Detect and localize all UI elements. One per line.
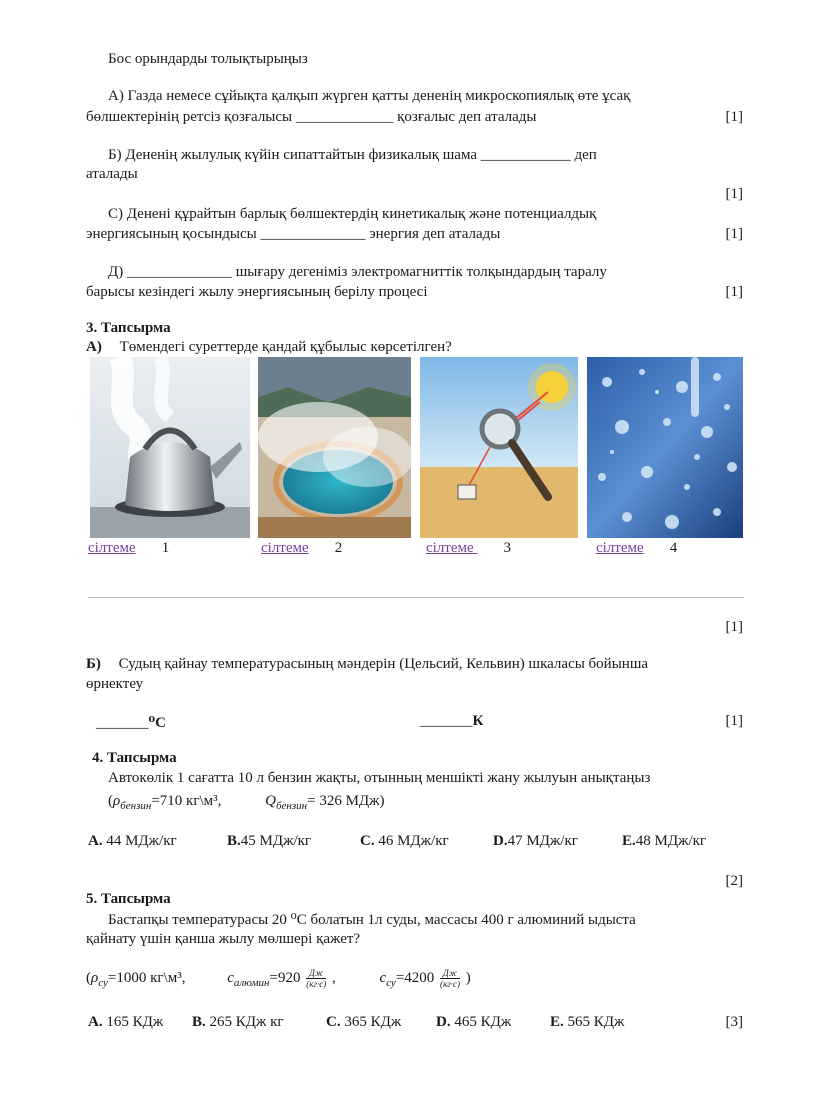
celsius-blank: _______	[96, 715, 149, 731]
question-d-mark: [1]	[725, 284, 743, 300]
task5-title: 5. Тапсырма	[86, 891, 171, 907]
task5-mark: [3]	[725, 1014, 743, 1030]
task3-title: 3. Тапсырма	[86, 320, 171, 336]
section-heading: Бос орындарды толықтырыңыз	[108, 51, 308, 67]
image-number-1: 1	[161, 540, 170, 556]
question-d-line2: барысы кезіндегі жылу энергиясының берілу процесі	[86, 284, 428, 300]
task4-q-symbol: Q	[265, 793, 276, 809]
task4-rho-sub: бензин	[120, 800, 152, 812]
task4-given: ($\rho_{бензин}=710$ кг\м³, $Q_{бензин}= 326$ МДж)	[108, 793, 385, 812]
task3-a-label: А)	[86, 339, 102, 355]
image-link-2[interactable]: сілтеме	[261, 540, 309, 556]
task5-c1-unit-fraction: $\frac{Дж}{(кг\cdot с)}$	[306, 968, 327, 989]
question-b-line1: Б) Дененің жылулық күйін сипаттайтын физикалық шама ____________ деп	[108, 147, 597, 163]
task3-b-mark: [1]	[725, 713, 743, 729]
task3-a-text: Төмендегі суреттерде қандай құбылыс көрсетілген?	[119, 339, 452, 355]
hot-spring-photo	[258, 357, 411, 538]
question-a-line1: А) Газда немесе сұйықта қалқып жүрген қатты дененің микроскопиялық өте ұсақ	[108, 88, 631, 104]
task5-option-c: C. 365 КДж	[326, 1014, 402, 1030]
task5-rho-sub: су	[98, 976, 108, 989]
magnifier-photo	[420, 357, 578, 538]
task4-option-d: D.47 МДж/кг	[493, 833, 578, 849]
question-a-mark: [1]	[725, 109, 743, 125]
task3-b-line2: өрнектеу	[86, 676, 144, 692]
task5-option-d: D. 465 КДж	[436, 1014, 512, 1030]
task5-c2-sub: су	[386, 976, 396, 989]
task5-option-b: B. 265 КДж кг	[192, 1014, 284, 1030]
kettle-photo	[90, 357, 250, 538]
task5-c1-symbol: c	[227, 969, 234, 986]
task4-option-c: C. 46 МДж/кг	[360, 833, 449, 849]
caption-2	[261, 540, 342, 557]
water-drops-photo	[587, 357, 743, 538]
task4-option-e: E.48 МДж/кг	[622, 833, 707, 849]
question-a-line2: бөлшектерінің ретсіз қозғалысы _____________ қозғалыс деп аталады	[86, 109, 537, 125]
task3-b-line1	[86, 656, 648, 673]
task5-c1-value: =920	[269, 969, 301, 986]
task4-q-sub: бензин	[275, 800, 308, 812]
image-link-4[interactable]: сілтеме	[596, 540, 644, 556]
celsius-answer	[96, 713, 166, 732]
task5-given: ($\rho_{су}=1000$ кг\м³, $c_{алюмин}=920$ $\frac{Дж}{(кг\cdot с)}$ , $c_{су}=4200$ $\frac{Дж}{(кг\cdot с)}$ )	[86, 968, 471, 989]
answer-line	[88, 597, 744, 598]
question-b-line2: аталады	[86, 166, 138, 182]
kelvin-unit: К	[472, 713, 484, 729]
task4-mark: [2]	[725, 873, 743, 889]
caption-3	[426, 540, 511, 557]
kelvin-answer	[420, 713, 483, 730]
caption-4	[596, 540, 677, 557]
question-c-mark: [1]	[725, 226, 743, 242]
task4-rho-symbol: ρ	[113, 793, 121, 809]
kelvin-blank: _______	[420, 713, 473, 729]
task3-b-text: Судың қайнау температурасының мәндерін (Цельсий, Кельвин) шкаласы бойынша	[118, 656, 649, 672]
task3-a-mark: [1]	[725, 619, 743, 635]
task4-option-b: B.45 МДж/кг	[227, 833, 312, 849]
question-b-mark: [1]	[725, 186, 743, 202]
task4-q-value: = 326 МДж)	[307, 793, 385, 809]
task4-line1: Автокөлік 1 сағатта 10 л бензин жақты, отынның меншікті жану жылуын анықтаңыз	[108, 770, 651, 786]
celsius-unit: ⁰С	[148, 715, 166, 731]
image-number-4: 4	[669, 540, 678, 556]
question-d-line1: Д) ______________ шығару дегеніміз электромагниттік толқындардың таралу	[108, 264, 607, 280]
task4-title: 4. Тапсырма	[92, 750, 177, 766]
image-link-1[interactable]: сілтеме	[88, 540, 136, 556]
task3-b-label: Б)	[86, 656, 101, 672]
image-number-3: 3	[503, 540, 511, 556]
image-number-2: 2	[334, 540, 343, 556]
task4-option-a: A. 44 МДж/кг	[88, 833, 177, 849]
question-c-line1: С) Денені құрайтын барлық бөлшектердің кинетикалық және потенциалдық	[108, 206, 597, 222]
task5-c1-sub: алюмин	[233, 976, 270, 989]
caption-1	[88, 540, 169, 557]
task3-a-question	[86, 339, 452, 356]
task4-rho-value: =710 кг\м³,	[151, 793, 222, 809]
task5-c2-unit-fraction: $\frac{Дж}{(кг\cdot с)}$	[440, 968, 461, 989]
task5-c2-symbol: c	[379, 969, 387, 986]
task5-rho-value: =1000 кг\м³,	[107, 969, 186, 986]
image-link-3[interactable]: сілтеме	[426, 540, 478, 556]
task5-c2-value: =4200	[395, 969, 435, 986]
task5-line1: Бастапқы температурасы 20 ⁰С болатын 1л суды, массасы 400 г алюминий ыдыста	[108, 912, 636, 928]
task5-line2: қайнату үшін қанша жылу мөлшері қажет?	[86, 931, 361, 947]
task5-rho-symbol: ρ	[91, 969, 99, 986]
question-c-line2: энергиясының қосындысы ______________ энергия деп аталады	[86, 226, 501, 242]
task5-option-a: A. 165 КДж	[88, 1014, 164, 1030]
task5-option-e: E. 565 КДж	[550, 1014, 625, 1030]
